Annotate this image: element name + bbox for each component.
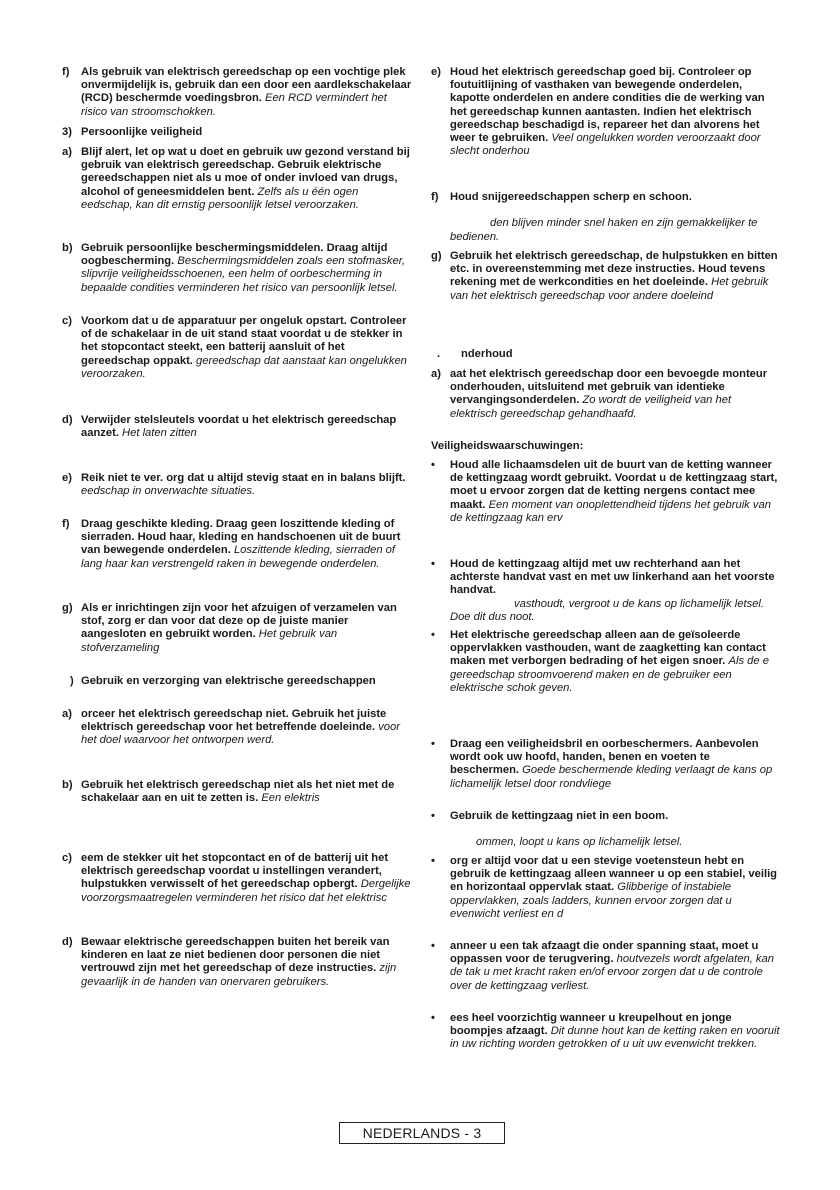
bullet-safety-glasses: • Draag een veiligheidsbril en oorbeschermers. Aanbevolen wordt ook uw hoofd, handen, benen en voeten te beschermen. Goede beschermende kleding verlaagt de kans op lichamelijk letsel door rondvliege	[431, 738, 773, 790]
paragraph-e-balance: e) Reik niet te ver. org dat u altijd stevig staat en in balans blijft. eedschap in onverwachte situaties.	[62, 472, 406, 498]
safety-warnings-heading: Veiligheidswaarschuwingen:	[431, 440, 584, 452]
paragraph-g-instructions: g) Gebruik het elektrisch gereedschap, de hulpstukken en bitten etc. in overeenstemming met deze instructies. Houd tevens rekening met de werkcondities en het doeleinde. Het gebruik van het elektrisch gereedschap voor andere doeleind	[431, 250, 778, 302]
section-heading-personal-safety: 3) Persoonlijke veiligheid	[62, 126, 203, 138]
section-heading-use-care: ) Gebruik en verzorging van elektrische gereedschappen	[70, 675, 376, 687]
paragraph-f-rcd: f) Als gebruik van elektrisch gereedschap op een vochtige plek onvermijdelijk is, gebruik dan een door een aardlekschakelaar (RCD) beschermde voedingsbron. Een RCD vermindert het risico van stroomschokken.	[62, 66, 412, 118]
paragraph-b-switch: b) Gebruik het elektrisch gereedschap niet als het niet met de schakelaar aan en uit te zetten is. Een elektris	[62, 779, 395, 805]
paragraph-b-protection: b) Gebruik persoonlijke beschermingsmiddelen. Draag altijd oogbescherming. Beschermingsmiddelen zoals een stofmasker, slipvrije veiligheidsschoenen, een helm of oorbescherming in bepaalde condities verminderen het risico van persoonlijk letsel.	[62, 242, 405, 294]
paragraph-e-maintain: e) Houd het elektrisch gereedschap goed bij. Controleer op foutuitlijning of vasthaken van bewegende onderdelen, kapotte onderdelen en andere condities die de werking van het gereedschap kunnen aantasten. Indien het elektrisch gereedschap beschadigd is, repareer het dan alvorens het weer te gebruiken. Veel ongelukken worden veroorzaakt door slecht onderhou	[431, 66, 765, 158]
bullet-tree: • Gebruik de kettingzaag niet in een boom. ommen, loopt u kans op lichamelijk letsel.	[431, 810, 683, 849]
paragraph-d-storage: d) Bewaar elektrische gereedschappen buiten het bereik van kinderen en laat ze niet bedienen door personen die niet vertrouwd zijn met het gereedschap of deze instructies. zijn gevaarlijk in de handen van onervaren gebruikers.	[62, 936, 397, 988]
page-footer-label: NEDERLANDS - 3	[339, 1122, 505, 1144]
bullet-spring-back: • anneer u een tak afzaagt die onder spanning staat, moet u oppassen voor de terugvering. houtvezels wordt afgelaten, kan de tak u met kracht raken en/of ervoor zorgen dat u de controle over de kettingzaag verliest.	[431, 940, 774, 992]
section-heading-service: . nderhoud	[437, 348, 513, 360]
bullet-body-parts: • Houd alle lichaamsdelen uit de buurt van de ketting wanneer de kettingzaag wordt gebruikt. Voordat u de kettingzaag start, moet u ervoor zorgen dat de ketting nergens contact mee maakt. Een moment van onoplettendheid tijdens het gebruik van de kettingzaag kan erv	[431, 459, 778, 524]
bullet-brush: • ees heel voorzichtig wanneer u kreupelhout en jonge boompjes afzaagt. Dit dunne hout kan de ketting raken en vooruit in uw richting worden getrokken of u uit uw evenwicht trekken.	[431, 1012, 780, 1051]
bullet-insulated: • Het elektrische gereedschap alleen aan de geïsoleerde oppervlakken vasthouden, want de zaagketting kan contact maken met verborgen bedrading of het eigen snoer. Als de e gereedschap stroomvoerend maken en de gebruiker een elektrische schok geven.	[431, 629, 769, 694]
paragraph-a-alert: a) Blijf alert, let op wat u doet en gebruik uw gezond verstand bij gebruik van elektrisch gereedschap. Gebruik elektrische gereedschappen niet als u moe of onder invloed van drugs, alcohol of geneesmiddelen bent. Zelfs als u één ogen eedschap, kan dit ernstig persoonlijk letsel veroorzaken.	[62, 146, 410, 211]
paragraph-c-startup: c) Voorkom dat u de apparatuur per ongeluk opstart. Controleer of de schakelaar in de uit stand staat voordat u de stekker in het stopcontact steekt, een batterij aansluit of het gereedschap oppakt. gereedschap dat aanstaat kan ongelukken veroorzaken.	[62, 315, 407, 380]
bullet-footing: • org er altijd voor dat u een stevige voetensteun hebt en gebruik de kettingzaag alleen wanneer u op een stabiel, veilig en horizontaal oppervlak staat. Glibberige of instabiele oppervlakken, zoals ladders, kunnen ervoor zorgen dat u evenwicht verliest en d	[431, 855, 778, 920]
paragraph-c-plug: c) eem de stekker uit het stopcontact en of de batterij uit het elektrisch gereedschap voordat u instellingen verandert, hulpstukken verwisselt of het gereedschap opbergt. Dergelijke voorzorgsmaatregelen verminderen het risico dat het elektrisc	[62, 852, 411, 904]
paragraph-a-service: a) aat het elektrisch gereedschap door een bevoegde monteur onderhouden, uitsluitend met gebruik van identieke vervangingsonderdelen. Zo wordt de veiligheid van het elektrisch gereedschap gehandhaafd.	[431, 368, 768, 420]
paragraph-g-dust: g) Als er inrichtingen zijn voor het afzuigen of verzamelen van stof, zorg er dan voor dat deze op de juiste manier aangesloten en gebruikt worden. Het gebruik van stofverzameling	[62, 602, 397, 654]
bullet-hands: • Houd de kettingzaag altijd met uw rechterhand aan het achterste handvat vast en met uw linkerhand aan het voorste handvat. vasthoudt, vergroot u de kans op lichamelijk letsel. Doe dit dus noot.	[431, 558, 775, 623]
paragraph-a-force: a) orceer het elektrisch gereedschap niet. Gebruik het juiste elektrisch gereedschap voor het betreffende doeleinde. voor het doel waarvoor het ontworpen werd.	[62, 708, 400, 747]
paragraph-f-sharp: f) Houd snijgereedschappen scherp en schoon. den blijven minder snel haken en zijn gemakkelijker te bedienen.	[431, 191, 758, 243]
paragraph-f-clothing: f) Draag geschikte kleding. Draag geen loszittende kleding of sierraden. Houd haar, kleding en handschoenen uit de buurt van bewegende onderdelen. Loszittende kleding, sierraden of lang haar kan verstrengeld raken in bewegende onderdelen.	[62, 518, 401, 570]
paragraph-d-keys: d) Verwijder stelsleutels voordat u het elektrisch gereedschap aanzet. Het laten zitten	[62, 414, 397, 440]
